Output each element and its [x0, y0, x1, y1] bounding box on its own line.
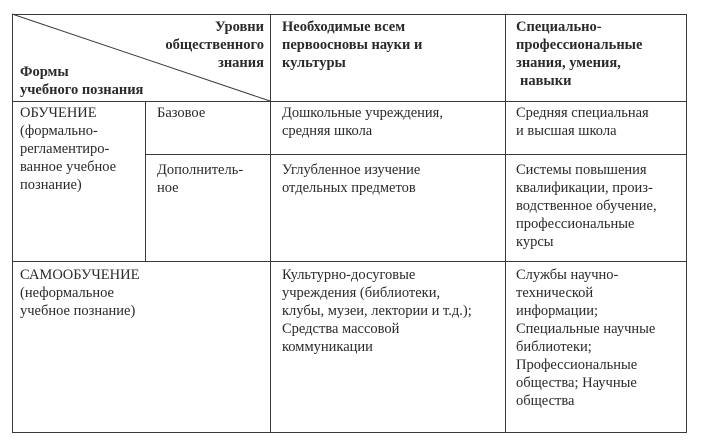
general-knowledge-header: Необходимые всем первоосновы науки и культуры [282, 19, 423, 71]
additional-special-cell: Системы повышения квалификации, произ- водственное обучение, профессиональные курсы [516, 162, 657, 250]
basic-general-cell: Дошкольные учреждения, средняя школа [282, 105, 443, 139]
self-study-group-label: САМООБУЧЕНИЕ (неформальное учебное познание) [20, 267, 140, 319]
self-study-special-cell: Службы научно- технической информации; Специальные научные библиотеки; Профессиональные общества; Научные общества [516, 267, 656, 409]
levels-of-knowledge-label: Уровни общественного знания [165, 19, 264, 71]
additional-general-cell: Углубленное изучение отдельных предметов [282, 162, 421, 196]
basic-level-label: Базовое [157, 105, 206, 121]
additional-level-label: Дополнитель- ное [157, 162, 244, 196]
forms-of-learning-label: Формы учебного познания [20, 64, 144, 98]
self-study-general-cell: Культурно-досуговые учреждения (библиотеки, клубы, музеи, лектории и т.д.); Средства массовой коммуникации [282, 267, 472, 355]
special-knowledge-header: Специально- профессиональные знания, умения, навыки [516, 19, 643, 89]
basic-special-cell: Средняя специальная и высшая школа [516, 105, 649, 139]
training-group-label: ОБУЧЕНИЕ (формально- регламентиро- ванное учебное познание) [20, 105, 117, 193]
